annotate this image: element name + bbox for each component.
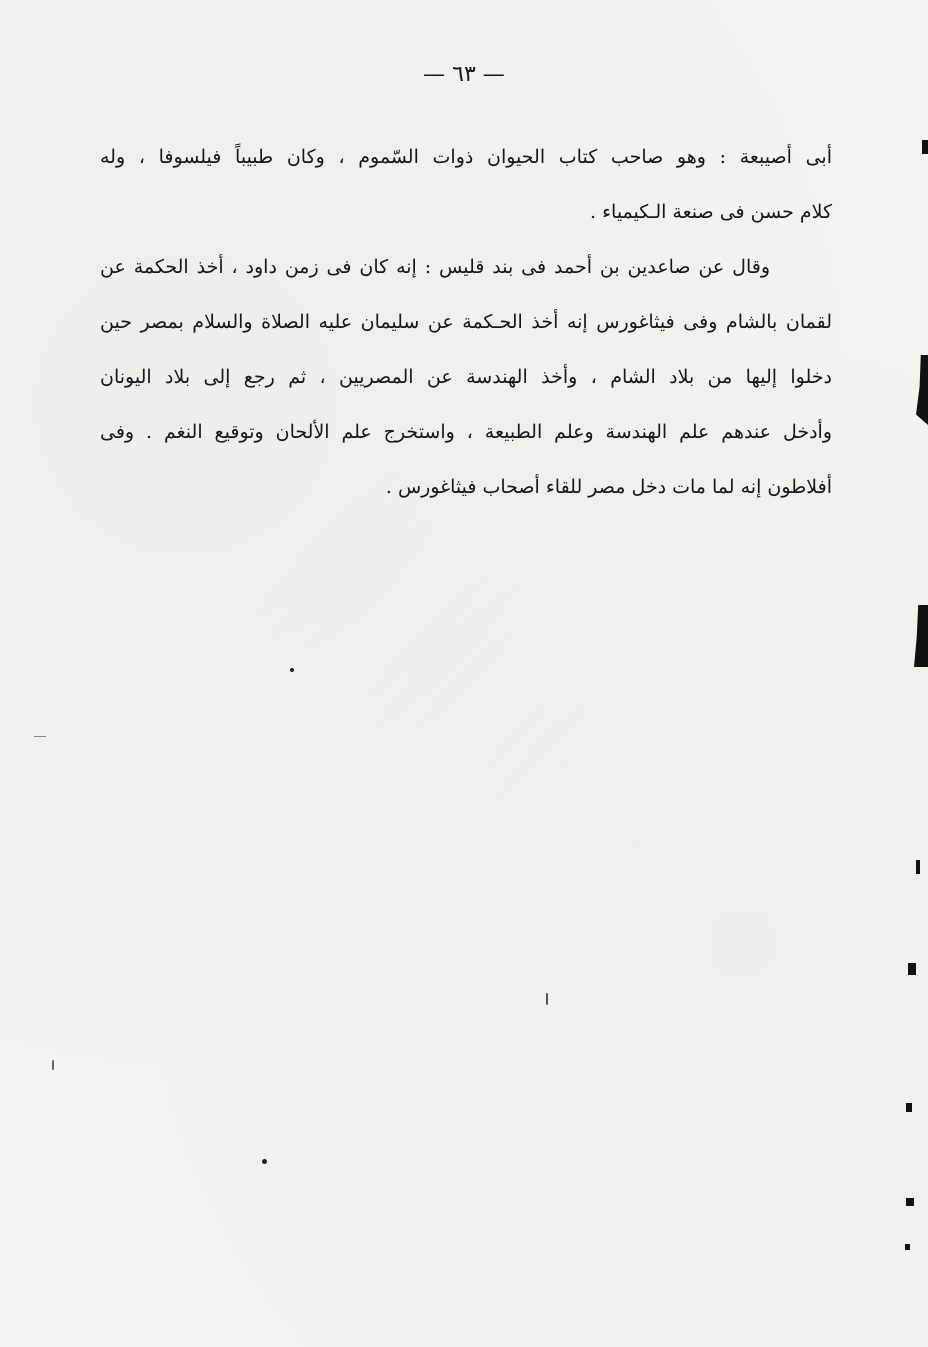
text-line: دخلوا إليها من بلاد الشام ، وأخذ الهندسة عن المصريين ، ثم رجع إلى بلاد اليونان xyxy=(100,366,832,388)
text-line: كلام حسن فى صنعة الـكيمياء . xyxy=(590,201,832,223)
page-number: — ٦٣ — xyxy=(423,62,505,87)
scan-edge-mark xyxy=(906,1103,912,1112)
body-text xyxy=(100,130,832,515)
text-line: أبى أصيبعة : وهو صاحب كتاب الحيوان ذوات السّموم ، وكان طبيباً فيلسوفا ، وله xyxy=(100,146,832,168)
text-line: لقمان بالشام وفى فيثاغورس إنه أخذ الحـكمة عن سليمان عليه الصلاة والسلام بمصر حين xyxy=(100,311,832,333)
scan-edge-mark xyxy=(916,860,920,874)
dust-speck xyxy=(52,1060,54,1070)
scan-edge-mark xyxy=(914,605,928,667)
scan-edge-mark xyxy=(906,1198,914,1206)
text-line: وأدخل عندهم علم الهندسة وعلم الطبيعة ، واستخرج علم الألحان وتوقيع النغم . وفى xyxy=(100,421,832,443)
scan-edge-mark xyxy=(916,355,928,425)
dust-speck xyxy=(262,1159,267,1164)
dust-speck xyxy=(34,736,46,737)
scan-edge-mark xyxy=(905,1244,910,1250)
scan-edge-mark xyxy=(922,140,928,154)
scan-edge-mark xyxy=(908,963,916,975)
dust-speck xyxy=(546,993,548,1005)
text-line: أفلاطون إنه لما مات دخل مصر للقاء أصحاب فيثاغورس . xyxy=(385,476,832,498)
text-line: وقال عن صاعدين بن أحمد فى بند قليس : إنه كان فى زمن داود ، أخذ الحكمة عن xyxy=(100,256,770,278)
dust-speck xyxy=(290,668,294,672)
